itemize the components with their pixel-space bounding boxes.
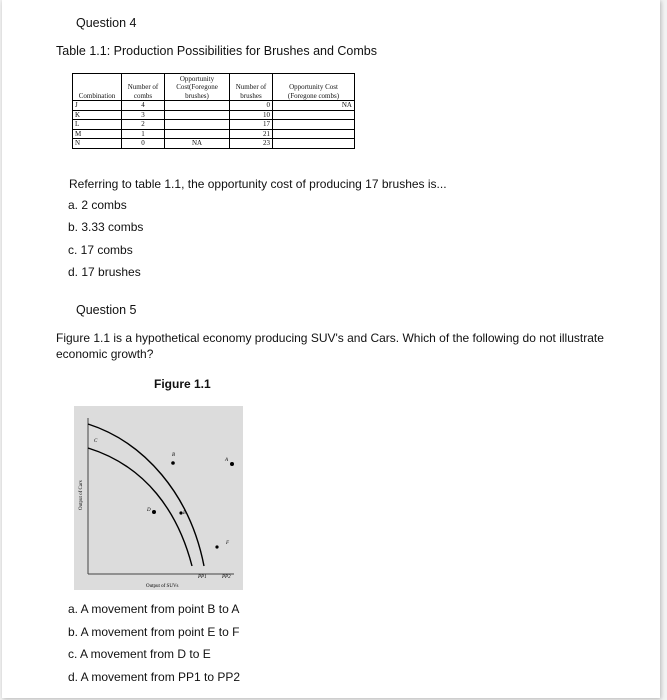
document-page — [2, 0, 660, 698]
header-opp-cost-brushes: Opportunity Cost(Foregone brushes) — [165, 74, 230, 101]
question-5-heading: Question 5 — [76, 303, 137, 317]
cell: 17 — [230, 120, 273, 130]
question-4-text: Referring to table 1.1, the opportunity cost of producing 17 brushes is... — [69, 177, 447, 191]
cell: 0 — [230, 101, 273, 111]
cell: L — [73, 120, 122, 130]
cell: 4 — [122, 101, 165, 111]
cell — [273, 120, 355, 130]
header-opp-cost-combs: Opportunity Cost (Foregone combs) — [273, 74, 355, 101]
cell: 1 — [122, 129, 165, 139]
header-combination: Combination — [73, 74, 122, 101]
question-4-heading: Question 4 — [76, 16, 137, 30]
cell — [165, 129, 230, 139]
point-f — [215, 545, 218, 548]
ppc-graph — [74, 406, 243, 590]
cell — [165, 110, 230, 120]
option-c[interactable]: c. A movement from D to E — [68, 647, 211, 661]
label-c: C — [94, 439, 98, 444]
header-brushes: Number of brushes — [230, 74, 273, 101]
header-combs: Number of combs — [122, 74, 165, 101]
y-axis-label: Output of Cars — [79, 480, 84, 510]
cell: NA — [165, 139, 230, 149]
cell: M — [73, 129, 122, 139]
point-a — [230, 462, 234, 466]
cell — [165, 120, 230, 130]
label-d: D — [147, 508, 151, 513]
label-pp2: PP2 — [222, 575, 231, 580]
option-d[interactable]: d. A movement from PP1 to PP2 — [68, 670, 241, 684]
label-a: A — [225, 458, 229, 463]
cell — [273, 110, 355, 120]
option-a[interactable]: a. 2 combs — [68, 198, 127, 212]
label-pp1: PP1 — [198, 575, 207, 580]
label-b: B — [172, 453, 176, 458]
x-axis-label: Output of SUVs — [146, 584, 179, 589]
figure-ppc — [74, 406, 243, 595]
table-title: Table 1.1: Production Possibilities for Brushes and Combs — [56, 44, 377, 58]
label-e: E — [183, 511, 187, 516]
label-f: F — [226, 541, 230, 546]
table-row — [73, 129, 355, 139]
point-b — [171, 461, 175, 465]
cell: 2 — [122, 120, 165, 130]
cell: J — [73, 101, 122, 111]
figure-title: Figure 1.1 — [154, 377, 211, 391]
option-c[interactable]: c. 17 combs — [68, 243, 133, 257]
cell: 21 — [230, 129, 273, 139]
cell: 3 — [122, 110, 165, 120]
production-table — [72, 73, 355, 149]
question-5-text: Figure 1.1 is a hypothetical economy producing SUV's and Cars. Which of the following do not illustrate economic growth? — [56, 331, 604, 361]
option-a[interactable]: a. A movement from point B to A — [68, 602, 240, 616]
cell — [273, 139, 355, 149]
figure-background — [74, 406, 243, 590]
cell: K — [73, 110, 122, 120]
cell — [165, 101, 230, 111]
cell: 23 — [230, 139, 273, 149]
cell: 10 — [230, 110, 273, 120]
cell: NA — [273, 101, 355, 111]
table-row — [73, 139, 355, 149]
option-b[interactable]: b. A movement from point E to F — [68, 625, 240, 639]
table-row — [73, 120, 355, 130]
cell — [273, 129, 355, 139]
table-row — [73, 101, 355, 111]
point-d — [152, 510, 156, 514]
option-b[interactable]: b. 3.33 combs — [68, 220, 144, 234]
cell: N — [73, 139, 122, 149]
option-d[interactable]: d. 17 brushes — [68, 265, 141, 279]
table-row — [73, 110, 355, 120]
cell: 0 — [122, 139, 165, 149]
